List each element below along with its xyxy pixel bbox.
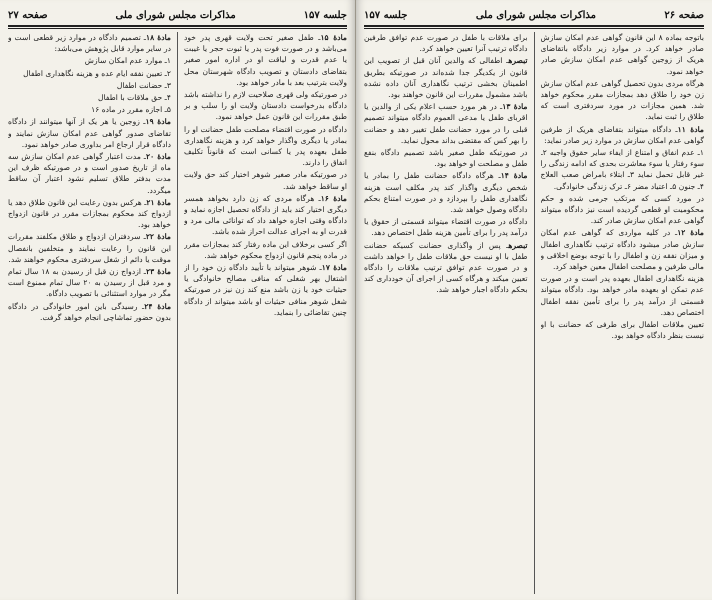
article-label: مادهٔ ۲۲: [145, 232, 171, 242]
article-text: ـ رسیدگی باین امور خانوادگی در دادگاه بدون حضور تماشاچی انجام خواهد گرفت.: [8, 301, 171, 322]
article-text: در صورتیکه ولی قهری صلاحیت لازم را نداشته باشد دادگاه بدرخواست دادستان ولایت او را سلب و بر طبق مقررات این قانون عمل خواهد نمود.: [184, 90, 347, 122]
article-paragraph: [541, 124, 705, 146]
article-paragraph: [8, 55, 171, 66]
article-paragraph: [364, 55, 528, 100]
article-paragraph: [541, 147, 705, 192]
article-paragraph: [8, 197, 171, 231]
article-label: مادهٔ ۱۱: [677, 124, 704, 134]
article-text: ـ هرگاه دادگاه حضانت طفل را بمادر یا شخص دیگری واگذار کند پدر مکلف است هزینه نگاهداری طفل را بپردازد و در صورت امتناع بحکم دادگاه وصول خواهد شد.: [364, 171, 528, 215]
article-text: ـ در کلیه مواردی که گواهی عدم امکان سازش صادر میشود دادگاه ترتیب نگاهداری اطفال و میزان نفقه زن و اطفال را با توجه بوضع اخلاقی و مالی طرفین و مصلحت اطفال معین خواهد کرد.: [540, 228, 704, 272]
article-label: تبصره: [508, 240, 528, 250]
article-text: ـ هرکس بدون رعایت این قانون طلاق دهد یا ازدواج کند محکوم بمجازات مقرر در قانون ازدواج خواهد بود.: [8, 197, 171, 230]
left-page-right-column: [184, 32, 347, 594]
article-label: مادهٔ ۱۹: [145, 117, 171, 127]
right-page: [356, 0, 712, 600]
article-paragraph: [184, 32, 347, 88]
article-text: ـ اطفالی که والدین آنان قبل از تصویب این قانون از یکدیگر جدا شده‌اند در صورتیکه بطریق اطمینان بخشی ترتیب نگاهداری آنان داده نشده باشد مشمول مقررات این قانون خواهند بود.: [364, 56, 528, 100]
article-text: ۲ـ تعیین نفقه ایام عده و هزینه نگاهداری اطفال: [23, 68, 171, 78]
left-page-number: صفحه ۲۷: [8, 9, 48, 21]
article-text: ـ دادگاه میتواند بتقاضای هریک از طرفین گواهی عدم امکان سازش در موارد زیر صادر نماید:: [540, 124, 704, 145]
left-page-columns: [8, 32, 347, 594]
article-paragraph: [8, 266, 171, 300]
article-paragraph: [184, 262, 347, 318]
header-rule-thin: [364, 28, 704, 29]
article-text: ۵ـ اجازه مقرر در ماده ۱۶: [91, 105, 171, 115]
article-paragraph: [8, 104, 171, 115]
article-paragraph: [364, 101, 528, 146]
article-label: مادهٔ ۲۳: [146, 267, 171, 277]
article-paragraph: [364, 240, 528, 296]
header-rule: [8, 25, 347, 27]
left-page-header: [8, 6, 347, 24]
article-text: ـ سردفتران ازدواج و طلاق مکلفند مقررات این قانون را رعایت نمایند و متخلفین بانفصال موقت یا دائم از شغل سردفتری محکوم خواهند شد.: [8, 232, 171, 264]
header-rule-thin: [8, 28, 347, 29]
article-text: هزینه نگاهداری اطفال بعهده پدر است و در صورت عدم تمکن او بعهده مادر خواهد بود. دادگاه میتواند قسمتی از درآمد پدر را برای تأمین نفقه اطفال اختصاص دهد.: [540, 274, 704, 317]
right-session-label: جلسه ۱۵۷: [364, 9, 408, 21]
article-text: اگر کسی برخلاف این ماده رفتار کند بمجازات مقرر در ماده پنجم قانون ازدواج محکوم خواهد شد.: [184, 239, 347, 260]
right-page-header: [364, 6, 704, 24]
article-paragraph: [8, 32, 171, 54]
article-text: ۳ـ حضانت اطفال: [116, 80, 171, 90]
article-label: تبصره: [508, 56, 528, 66]
article-paragraph: [184, 239, 347, 261]
article-label: مادهٔ ۲۱: [146, 197, 171, 207]
article-text: ۱ـ عدم انفاق و امتناع از ایفاء سایر حقوق واجبه ۲ـ سوء رفتار یا سوء معاشرت بحدی که ادامه زندگی را غیر قابل تحمل نماید ۳ـ ابتلاء بامراض صعب العلاج ۴ـ جنون ۵ـ اعتیاد مضر ۶ـ ترک زندگی خانوادگی.: [540, 148, 704, 191]
article-paragraph: [8, 116, 171, 150]
article-paragraph: [541, 193, 705, 227]
article-paragraph: [8, 301, 171, 323]
article-paragraph: [184, 89, 347, 123]
article-text: ـ پس از واگذاری حضانت کسیکه حضانت طفل با او نیست حق ملاقات طفل را خواهد داشت و در صورت عدم توافق ترتیب ملاقات را دادگاه تعیین میکند و هرگاه کسی از اجرای آن خودداری کند بحکم دادگاه اجبار خواهد شد.: [364, 240, 528, 295]
article-label: مادهٔ ۲۰: [146, 152, 171, 162]
article-text: ـ شوهر میتواند با تأیید دادگاه زن خود را از اشتغال بهر شغلی که منافی مصالح خانوادگی یا حیثیات خود یا زن باشد منع کند زن نیز در صورتیکه شغل شوهر منافی حیثیات او باشد میتواند از دادگاه چنین تقاضائی را بنماید.: [184, 263, 347, 317]
article-paragraph: [8, 231, 171, 265]
article-paragraph: [364, 147, 528, 169]
right-page-columns: [364, 32, 704, 594]
column-divider: [534, 32, 535, 594]
article-paragraph: [364, 170, 528, 215]
article-paragraph: [541, 227, 705, 272]
right-page-right-column: [541, 32, 705, 594]
article-text: در صورتیکه مادر صغیر شوهر اختیار کند حق ولایت او ساقط خواهد شد.: [184, 170, 347, 191]
article-paragraph: [541, 319, 705, 341]
article-label: مادهٔ ۲۴: [144, 301, 171, 311]
article-text: ـ زوجین یا هر یک از آنها میتوانند از دادگاه تقاضای صدور گواهی عدم امکان سازش نمایند و دادگاه قرار ارجاع امر بداوری صادر خواهد نمود.: [8, 117, 171, 149]
left-page-left-column: [8, 32, 171, 594]
article-paragraph: [364, 216, 528, 238]
article-paragraph: [184, 169, 347, 191]
article-paragraph: [8, 92, 171, 103]
article-text: ـ تصمیم دادگاه در موارد زیر قطعی است و در سایر موارد قابل پژوهش می‌باشد:: [8, 33, 171, 54]
article-label: مادهٔ ۱۶: [320, 193, 347, 203]
article-paragraph: [8, 80, 171, 91]
article-text: ـ طفل صغیر تحت ولایت قهری پدر خود می‌باشد و در صورت فوت پدر یا ثبوت حجر یا غیبت یا عدم قدرت و لیاقت او در اداره امور صغیر بتقاضای دادستان و تصویب دادگاه شهرستان محل ولایت بترتیب بعد با مادر خواهد بود.: [184, 33, 347, 87]
column-divider: [177, 32, 178, 594]
article-paragraph: [8, 151, 171, 196]
article-paragraph: [541, 32, 705, 77]
article-paragraph: [541, 273, 705, 318]
article-text: ۱ـ موارد عدم امکان سازش: [84, 56, 171, 66]
article-paragraph: [184, 124, 347, 169]
left-session-label: جلسه ۱۵۷: [303, 9, 347, 21]
article-paragraph: [541, 78, 705, 123]
article-text: هرگاه مردی بدون تحصیل گواهی عدم امکان سازش زن خود را طلاق دهد بمجازات مقرر محکوم خواهد شد. همین مجازات در مورد سردفتری است که طلاق را ثبت نماید.: [540, 78, 704, 122]
article-text: ـ هرگاه مردی که زن دارد بخواهد همسر دیگری اختیار کند باید از دادگاه تحصیل اجازه نماید و دادگاه وقتی اجازه خواهد داد که توانائی مالی مرد و قدرت او به اجرای عدالت احراز شده باشد.: [184, 193, 347, 237]
right-page-left-column: [364, 32, 528, 594]
left-running-title: مذاکرات مجلس شورای ملی: [115, 9, 236, 21]
article-label: مادهٔ ۱۳: [502, 102, 528, 112]
article-label: مادهٔ ۱۸: [145, 33, 171, 42]
article-text: ـ ازدواج زن قبل از رسیدن به ۱۸ سال تمام و مرد قبل از رسیدن به ۲۰ سال تمام ممنوع است مگر در موارد استثنائی با تصویب دادگاه.: [8, 267, 171, 299]
article-paragraph: [364, 32, 528, 54]
article-label: مادهٔ ۱۴: [500, 171, 528, 181]
article-text: ـ مدت اعتبار گواهی عدم امکان سازش سه ماه از تاریخ صدور است و در صورتیکه ظرف این مدت بدفتر طلاق تسلیم نشود اعتبار آن ساقط میگردد.: [8, 152, 171, 195]
header-rule: [364, 25, 704, 27]
article-paragraph: [8, 68, 171, 79]
article-text: دادگاه در صورت اقتضاء مصلحت طفل حضانت او را بمادر یا دیگری واگذار خواهد کرد و هزینه نگاهداری طفل بعهده پدر یا کسانی است که قانوناً تکلیف انفاق را دارند.: [184, 124, 347, 168]
article-text: ـ در هر مورد حسب اعلام یکی از والدین یا اقربای طفل یا مدعی العموم دادگاه میتواند تصمیم قبلی را در مورد حضانت طفل تغییر دهد و حضانت را بهر کس که مقتضی بداند محول نماید.: [364, 102, 528, 145]
right-page-number: صفحه ۲۶: [664, 9, 704, 21]
article-label: مادهٔ ۱۲: [677, 228, 704, 238]
article-label: مادهٔ ۱۷: [321, 263, 347, 273]
article-text: در صورتیکه طفل صغیر باشد تصمیم دادگاه بنفع طفل و مصلحت او خواهد بود.: [364, 148, 528, 169]
right-running-title: مذاکرات مجلس شورای ملی: [475, 9, 596, 21]
article-label: مادهٔ ۱۵: [320, 33, 347, 42]
article-text: در مورد کسی که مرتکب جرمی شده و حکم محکومیت او قطعی گردیده است نیز دادگاه میتواند گواهی عدم امکان سازش صادر کند.: [540, 193, 704, 226]
article-text: باتوجه بماده ۸ این قانون گواهی عدم امکان سازش صادر خواهد کرد. در موارد زیر دادگاه باتقاضای هریک از زوجین گواهی عدم امکان سازش صادر خواهد نمود.: [540, 33, 704, 76]
article-text: برای ملاقات با طفل در صورت عدم توافق طرفین دادگاه ترتیب آنرا تعیین خواهد کرد.: [364, 33, 528, 54]
article-text: ۴ـ حق ملاقات با اطفال: [98, 93, 171, 103]
article-text: تعیین ملاقات اطفال برای طرفی که حضانت با او نیست بنظر دادگاه خواهد بود.: [540, 320, 704, 341]
article-text: دادگاه در صورت اقتضاء میتواند قسمتی از حقوق یا درآمد پدر را برای تأمین هزینه طفل اختصاص دهد.: [364, 217, 528, 238]
article-paragraph: [184, 193, 347, 238]
